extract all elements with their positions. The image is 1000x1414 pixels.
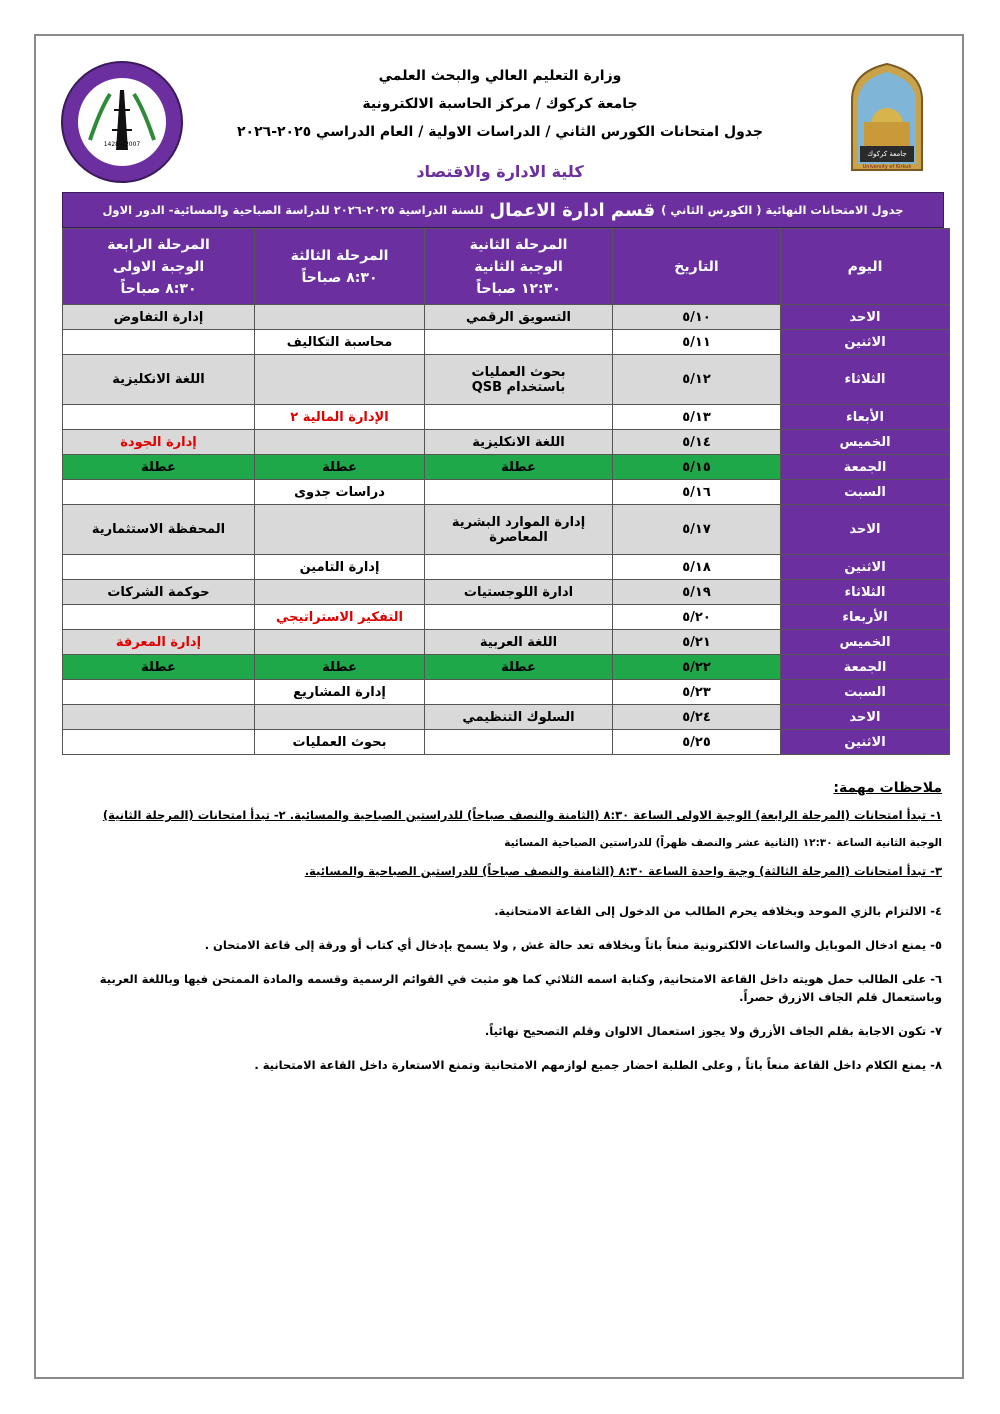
table-row xyxy=(63,630,950,655)
university-of-kirkuk-logo xyxy=(846,60,928,174)
cell-stage3: محاسبة التكاليف xyxy=(255,330,425,355)
cell-stage3: عطلة xyxy=(255,655,425,680)
cell-date: ٥/٢٤ xyxy=(613,705,781,730)
cell-stage4 xyxy=(63,480,255,505)
cell-date: ٥/١٢ xyxy=(613,355,781,405)
cell-day: السبت xyxy=(781,680,950,705)
cell-day: الاثنين xyxy=(781,330,950,355)
cell-stage2 xyxy=(425,680,613,705)
logo-left-years: 1428 - 2007 xyxy=(103,141,141,148)
cell-stage2 xyxy=(425,480,613,505)
col-header-stage2: المرحلة الثانية الوجبة الثانية ١٢:٣٠ صباحاً xyxy=(425,229,613,305)
banner-department: قسم ادارة الاعمال xyxy=(489,199,656,221)
cell-stage3: دراسات جدوى xyxy=(255,480,425,505)
table-row xyxy=(63,480,950,505)
cell-stage4: المحفظة الاستثمارية xyxy=(63,505,255,555)
cell-stage2: اللغة الانكليزية xyxy=(425,430,613,455)
table-row xyxy=(63,355,950,405)
note-item: ٨- يمنع الكلام داخل القاعة منعاً باتاً , وعلى الطلبة احضار جميع لوازمهم الامتحانية وتمنع الاستعارة داخل القاعة الامتحانية . xyxy=(254,1058,942,1072)
cell-stage2: عطلة xyxy=(425,455,613,480)
cell-stage3: بحوث العمليات xyxy=(255,730,425,755)
note-item: ١- تبدأ امتحانات (المرحلة الرابعة) الوجبة الاولى الساعة ٨:٣٠ (الثامنة والنصف صباحاً) للدراستين الصباحية والمسائية. ٢- تبدأ امتحانات (المرحلة الثانية) xyxy=(102,808,942,822)
cell-date: ٥/٢٠ xyxy=(613,605,781,630)
cell-stage3: إدارة التامين xyxy=(255,555,425,580)
note-item: ٣- تبدأ امتحانات (المرحلة الثالثة) وجبة واحدة الساعة ٨:٣٠ (الثامنة والنصف صباحاً) للدراستين الصباحية والمسائية. xyxy=(304,864,942,878)
cell-stage4: إدارة المعرفة xyxy=(63,630,255,655)
cell-day: السبت xyxy=(781,480,950,505)
cell-stage2: التسويق الرقمي xyxy=(425,305,613,330)
cell-stage3 xyxy=(255,430,425,455)
cell-stage4: إدارة الجودة xyxy=(63,430,255,455)
table-row xyxy=(63,555,950,580)
cell-stage2: بحوث العمليات باستخدام QSB xyxy=(425,355,613,405)
cell-day: الثلاثاء xyxy=(781,355,950,405)
note-item: ٦- على الطالب حمل هويته داخل القاعة الامتحانية, وكتابة اسمه الثلاثي كما هو مثبت في القوائم الرسمية وقسمه والمادة الممتحن فيها وباللغة العربية وباستعمال قلم الجاف الازرق حصراً. xyxy=(99,972,942,1004)
logo-right-subtext: University of Kirkuk xyxy=(862,164,912,170)
university-title: جامعة كركوك / مركز الحاسبة الالكترونية xyxy=(362,96,638,112)
cell-stage2 xyxy=(425,330,613,355)
cell-day: الخميس xyxy=(781,630,950,655)
cell-date: ٥/١٩ xyxy=(613,580,781,605)
cell-stage2: اللغة العربية xyxy=(425,630,613,655)
table-row xyxy=(63,655,950,680)
ministry-title: وزارة التعليم العالي والبحث العلمي xyxy=(378,68,622,84)
cell-stage3 xyxy=(255,505,425,555)
college-logo xyxy=(60,60,184,184)
cell-stage2: السلوك التنظيمي xyxy=(425,705,613,730)
cell-day: الاثنين xyxy=(781,555,950,580)
table-row xyxy=(63,455,950,480)
cell-stage3 xyxy=(255,630,425,655)
cell-stage3: الإدارة المالية ٢ xyxy=(255,405,425,430)
cell-stage4 xyxy=(63,730,255,755)
col-header-day: اليوم xyxy=(781,229,950,305)
cell-stage4: إدارة التفاوض xyxy=(63,305,255,330)
college-title: كلية الادارة والاقتصاد xyxy=(416,162,584,181)
header xyxy=(200,62,800,146)
cell-date: ٥/١٨ xyxy=(613,555,781,580)
cell-stage3 xyxy=(255,705,425,730)
table-row xyxy=(63,680,950,705)
notes-section xyxy=(62,780,942,1074)
cell-day: الاحد xyxy=(781,505,950,555)
cell-day: الاحد xyxy=(781,705,950,730)
cell-stage4: اللغة الانكليزية xyxy=(63,355,255,405)
table-row xyxy=(63,505,950,555)
cell-stage4: حوكمة الشركات xyxy=(63,580,255,605)
table-row xyxy=(63,330,950,355)
table-row xyxy=(63,705,950,730)
col-header-stage4: المرحلة الرابعة الوجبة الاولى ٨:٣٠ صباحاً xyxy=(63,229,255,305)
cell-date: ٥/١٥ xyxy=(613,455,781,480)
cell-stage3: عطلة xyxy=(255,455,425,480)
table-row xyxy=(63,305,950,330)
cell-stage2 xyxy=(425,555,613,580)
cell-stage2 xyxy=(425,405,613,430)
table-row xyxy=(63,580,950,605)
cell-date: ٥/٢٥ xyxy=(613,730,781,755)
cell-stage3 xyxy=(255,305,425,330)
note-item: ٧- تكون الاجابة بقلم الجاف الأزرق ولا يجوز استعمال الالوان وقلم التصحيح نهائياً. xyxy=(484,1024,942,1038)
cell-stage4 xyxy=(63,605,255,630)
cell-stage2: ادارة اللوجستيات xyxy=(425,580,613,605)
cell-date: ٥/١٧ xyxy=(613,505,781,555)
cell-stage3 xyxy=(255,355,425,405)
logo-right-text: جامعة كركوك xyxy=(867,150,907,158)
cell-date: ٥/١٤ xyxy=(613,430,781,455)
exam-schedule-table xyxy=(62,228,950,755)
cell-stage4: عطلة xyxy=(63,655,255,680)
cell-date: ٥/١٦ xyxy=(613,480,781,505)
schedule-body xyxy=(63,305,950,755)
cell-day: الخميس xyxy=(781,430,950,455)
col-header-date: التاريخ xyxy=(613,229,781,305)
cell-stage4 xyxy=(63,330,255,355)
notes-title: ملاحظات مهمة: xyxy=(833,780,942,796)
cell-stage4 xyxy=(63,705,255,730)
table-row xyxy=(63,730,950,755)
banner-part3: للسنة الدراسية ٢٠٢٥-٢٠٢٦ للدراسة الصباحية والمسائية- الدور الاول xyxy=(102,203,484,217)
note-item: ٤- الالتزام بالزي الموحد وبخلافه يحرم الطالب من الدخول إلى القاعة الامتحانية. xyxy=(494,904,942,918)
cell-stage2: إدارة الموارد البشرية المعاصرة xyxy=(425,505,613,555)
cell-day: الاثنين xyxy=(781,730,950,755)
cell-day: الجمعة xyxy=(781,655,950,680)
department-banner xyxy=(62,192,944,228)
note-item: الوجبة الثانية الساعة ١٢:٣٠ (الثانية عشر والنصف ظهراً) للدراستين الصباحية المسائية xyxy=(504,837,942,849)
cell-stage2: عطلة xyxy=(425,655,613,680)
cell-day: الأربعاء xyxy=(781,605,950,630)
cell-stage4: عطلة xyxy=(63,455,255,480)
cell-day: الأبعاء xyxy=(781,405,950,430)
note-item: ٥- يمنع ادخال الموبايل والساعات الالكترونية منعاً باتاً وبخلافه تعد حالة غش , ولا يسمح بإدخال أي كتاب أو ورقة إلى قاعة الامتحان . xyxy=(204,938,942,952)
cell-stage2 xyxy=(425,730,613,755)
table-row xyxy=(63,605,950,630)
cell-date: ٥/١٣ xyxy=(613,405,781,430)
cell-date: ٥/٢١ xyxy=(613,630,781,655)
cell-day: الاحد xyxy=(781,305,950,330)
cell-date: ٥/٢٢ xyxy=(613,655,781,680)
cell-stage3 xyxy=(255,580,425,605)
banner-part1: جدول الامتحانات النهائية ( الكورس الثاني ) xyxy=(661,203,904,217)
cell-stage3: التفكير الاستراتيجي xyxy=(255,605,425,630)
schedule-title: جدول امتحانات الكورس الثاني / الدراسات الاولية / العام الدراسي ٢٠٢٥-٢٠٢٦ xyxy=(237,124,763,140)
cell-date: ٥/١٠ xyxy=(613,305,781,330)
notes-list xyxy=(62,806,942,1074)
cell-stage3: إدارة المشاريع xyxy=(255,680,425,705)
cell-date: ٥/٢٣ xyxy=(613,680,781,705)
cell-stage2 xyxy=(425,605,613,630)
cell-day: الثلاثاء xyxy=(781,580,950,605)
cell-date: ٥/١١ xyxy=(613,330,781,355)
table-row xyxy=(63,405,950,430)
cell-day: الجمعة xyxy=(781,455,950,480)
cell-stage4 xyxy=(63,405,255,430)
col-header-stage3: المرحلة الثالثة ٨:٣٠ صباحاً xyxy=(255,229,425,305)
cell-stage4 xyxy=(63,680,255,705)
cell-stage4 xyxy=(63,555,255,580)
table-row xyxy=(63,430,950,455)
